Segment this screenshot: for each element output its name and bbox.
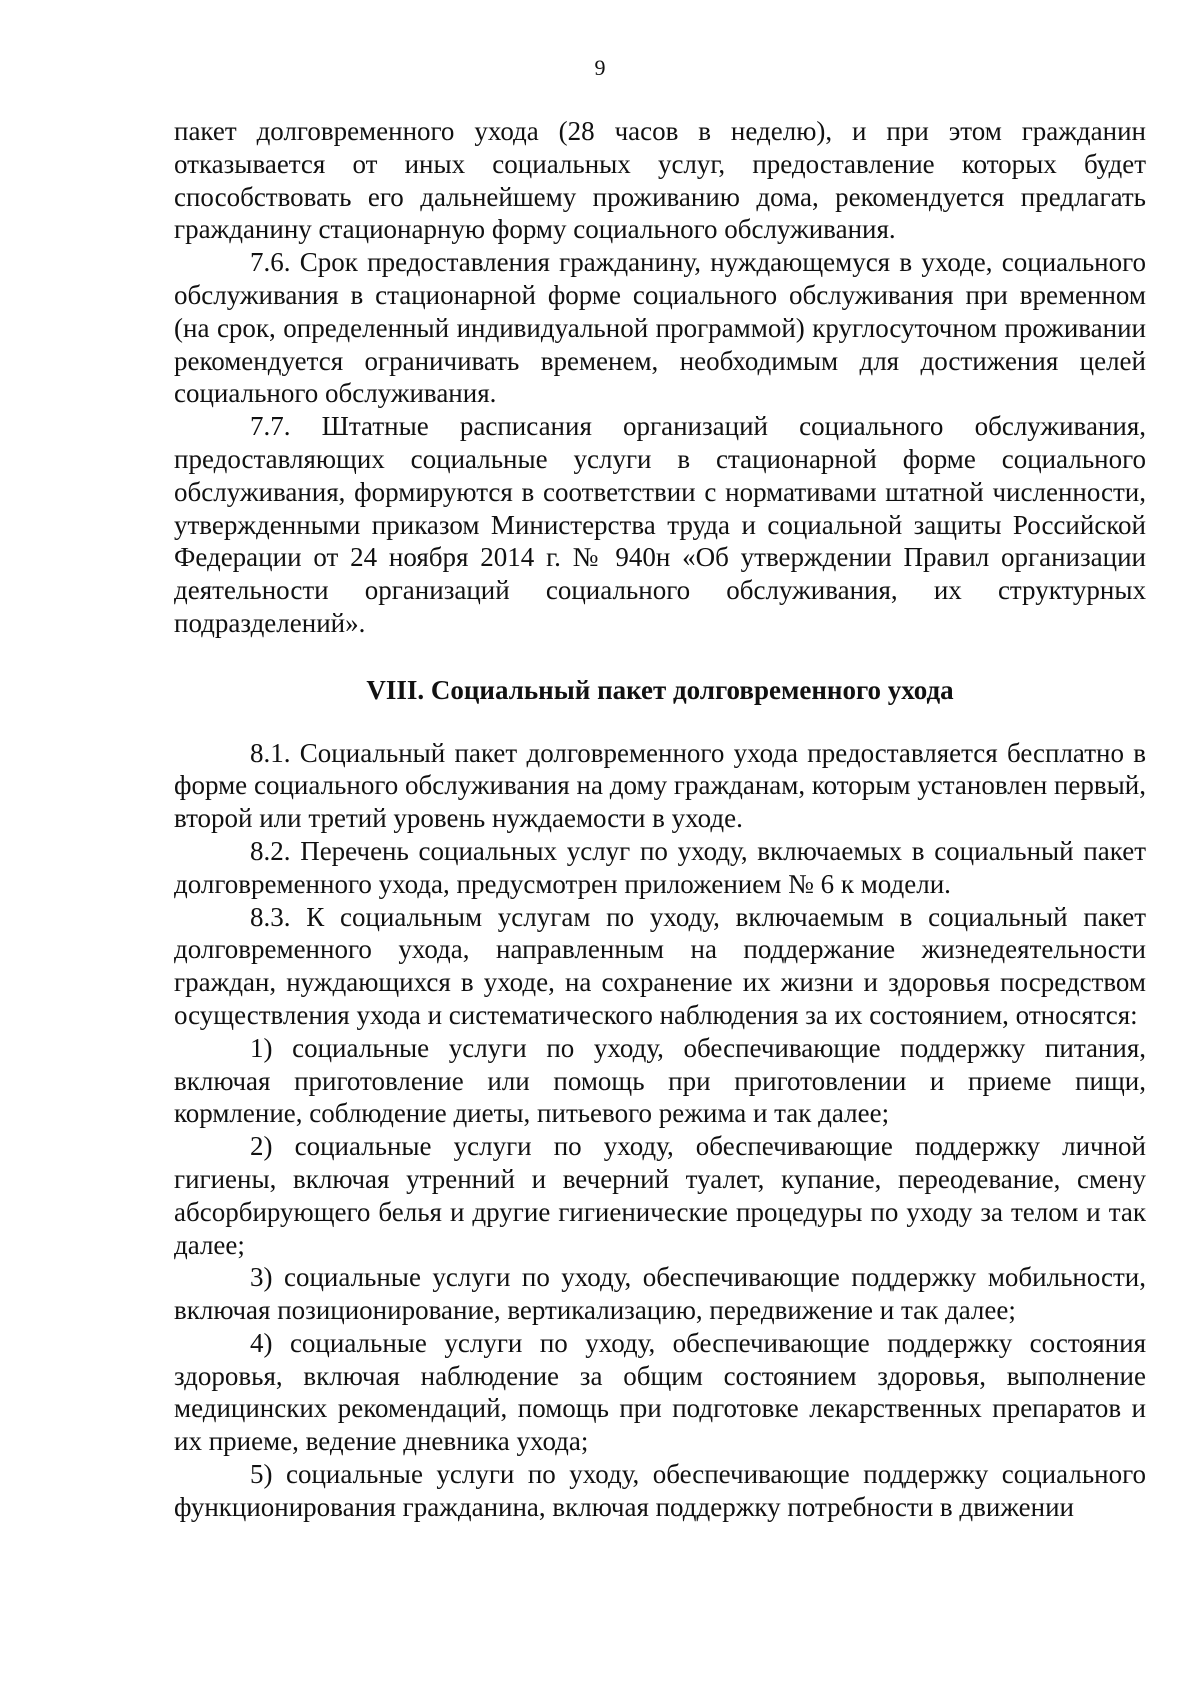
list-item-5: 5) социальные услуги по уходу, обеспечивающие поддержку социального функционирования гражданина, включая поддержку потребности в движении [174, 1459, 1146, 1522]
paragraph-8-3: 8.3. К социальным услугам по уходу, включаемым в социальный пакет долговременного ухода, направленным на поддержание жизнедеятельности граждан, нуждающихся в уходе, на сохранение их жизни и здоровья посредством осуществления ухода и систематического наблюдения за их состоянием, относятся: [174, 901, 1146, 1030]
paragraph-continuation: пакет долговременного ухода (28 часов в неделю), и при этом гражданин отказывается от иных социальных услуг, предоставление которых будет способствовать его дальнейшему проживанию дома, рекомендуется предлагать гражданину стационарную форму социального обслуживания. [174, 116, 1146, 245]
list-item-2: 2) социальные услуги по уходу, обеспечивающие поддержку личной гигиены, включая утренний и вечерний туалет, купание, переодевание, смену абсорбирующего белья и другие гигиенические процедуры по уходу за телом и так далее; [174, 1131, 1146, 1260]
document-body [174, 115, 1146, 1524]
section-heading-viii: VIII. Социальный пакет долговременного ухода [366, 674, 954, 705]
list-item-4: 4) социальные услуги по уходу, обеспечивающие поддержку состояния здоровья, включая наблюдение за общим состоянием здоровья, выполнение медицинских рекомендаций, помощь при подготовке лекарственных препаратов и их приеме, ведение дневника ухода; [174, 1327, 1146, 1457]
list-item-3: 3) социальные услуги по уходу, обеспечивающие поддержку мобильности, включая позиционирование, вертикализацию, передвижение и так далее; [174, 1262, 1146, 1326]
paragraph-7-7: 7.7. Штатные расписания организаций социального обслуживания, предоставляющих социальные услуги в стационарной форме социального обслуживания, формируются в соответствии с нормативами штатной численности, утвержденными приказом Министерства труда и социальной защиты Российской Федерации от 24 ноября 2014 г. № 940н «Об утверждении Правил организации деятельности организаций социального обслуживания, их структурных подразделений». [174, 411, 1146, 638]
paragraph-8-2: 8.2. Перечень социальных услуг по уходу, включаемых в социальный пакет долговременного ухода, предусмотрен приложением № 6 к модели. [174, 835, 1146, 899]
paragraph-8-1: 8.1. Социальный пакет долговременного ухода предоставляется бесплатно в форме социального обслуживания на дому гражданам, которым установлен первый, второй или третий уровень нуждаемости в уходе. [174, 737, 1146, 834]
list-item-1: 1) социальные услуги по уходу, обеспечивающие поддержку питания, включая приготовление или помощь при приготовлении и приеме пищи, кормление, соблюдение диеты, питьевого режима и так далее; [174, 1032, 1146, 1129]
paragraph-7-6: 7.6. Срок предоставления гражданину, нуждающемуся в уходе, социального обслуживания в стационарной форме социального обслуживания при временном (на срок, определенный индивидуальной программой) круглосуточном проживании рекомендуется ограничивать временем, необходимым для достижения целей социального обслуживания. [174, 247, 1146, 409]
page-number: 9 [594, 55, 606, 80]
